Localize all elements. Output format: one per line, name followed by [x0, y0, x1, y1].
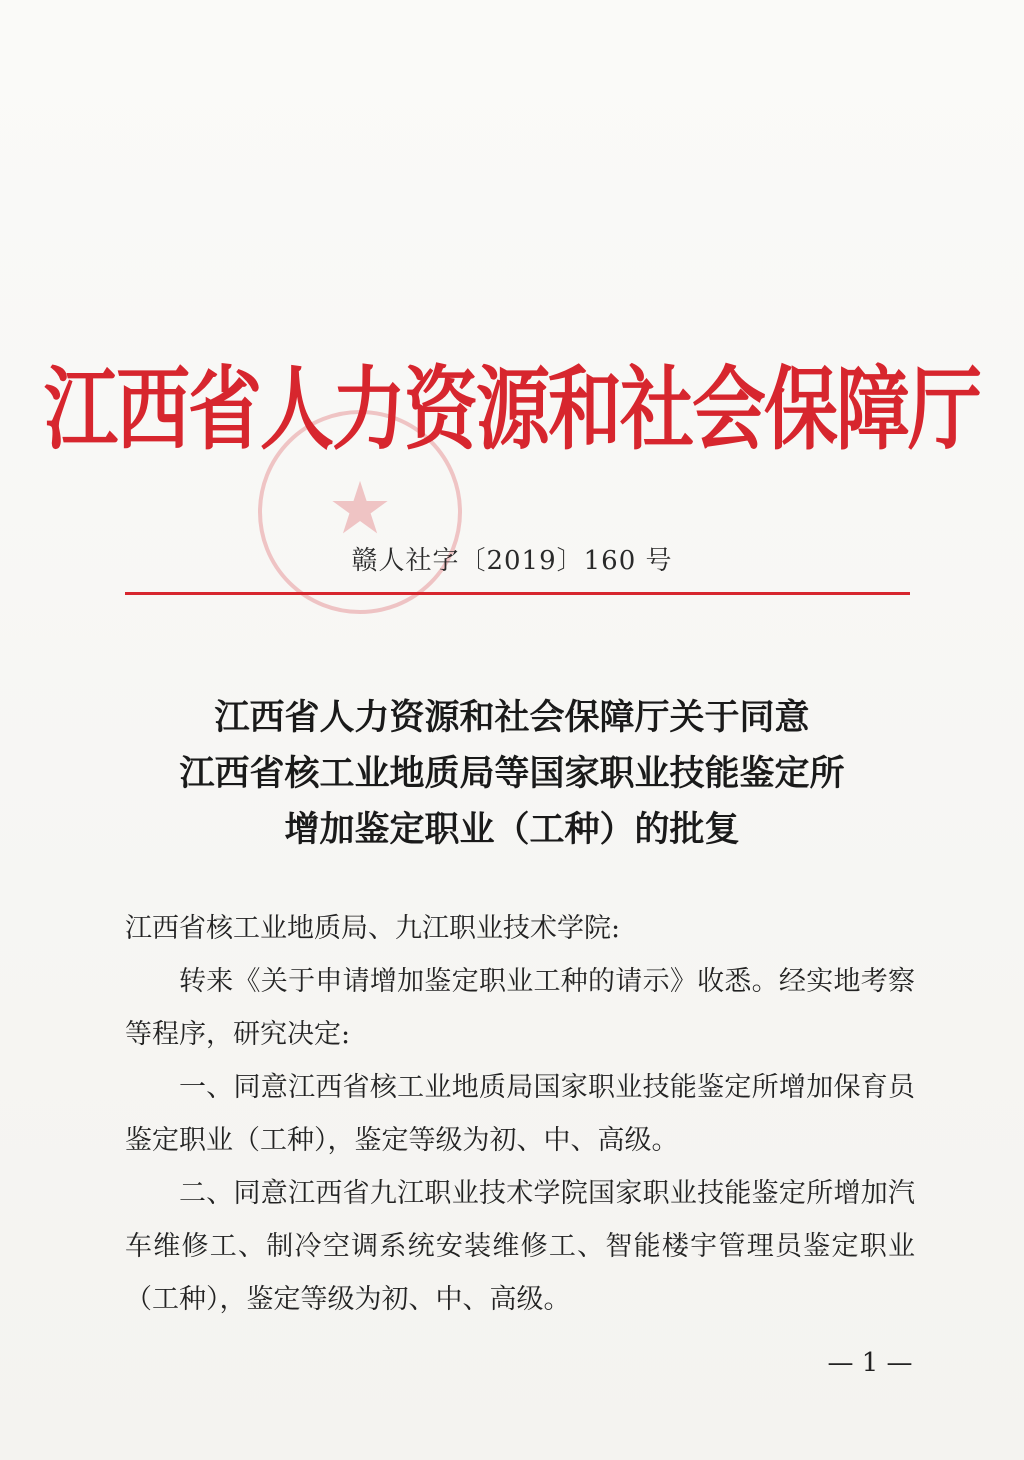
- paragraph-item-1: 一、同意江西省核工业地质局国家职业技能鉴定所增加保育员鉴定职业（工种），鉴定等级为初、中、高级。: [125, 1072, 915, 1156]
- document-title: [0, 690, 1024, 858]
- title-line-2: 江西省核工业地质局等国家职业技能鉴定所: [179, 754, 845, 794]
- paragraph-intro: 转来《关于申请增加鉴定职业工种的请示》收悉。经实地考察等程序，研究决定:: [125, 966, 915, 1050]
- document-body: [125, 902, 915, 1326]
- paragraph-item-2: 二、同意江西省九江职业技术学院国家职业技能鉴定所增加汽车维修工、制冷空调系统安装维修工、智能楼宇管理员鉴定职业（工种），鉴定等级为初、中、高级。: [125, 1178, 915, 1315]
- page-number: — 1 —: [827, 1348, 913, 1378]
- addressee: 江西省核工业地质局、九江职业技术学院:: [125, 913, 621, 944]
- title-line-3: 增加鉴定职业（工种）的批复: [284, 810, 740, 850]
- title-line-1: 江西省人力资源和社会保障厅关于同意: [214, 698, 810, 738]
- red-divider-line: [125, 592, 910, 595]
- organization-header: 江西省人力资源和社会保障厅: [44, 357, 980, 463]
- star-icon: ★: [327, 466, 393, 550]
- document-number: 赣人社字〔2019〕160 号: [351, 546, 673, 576]
